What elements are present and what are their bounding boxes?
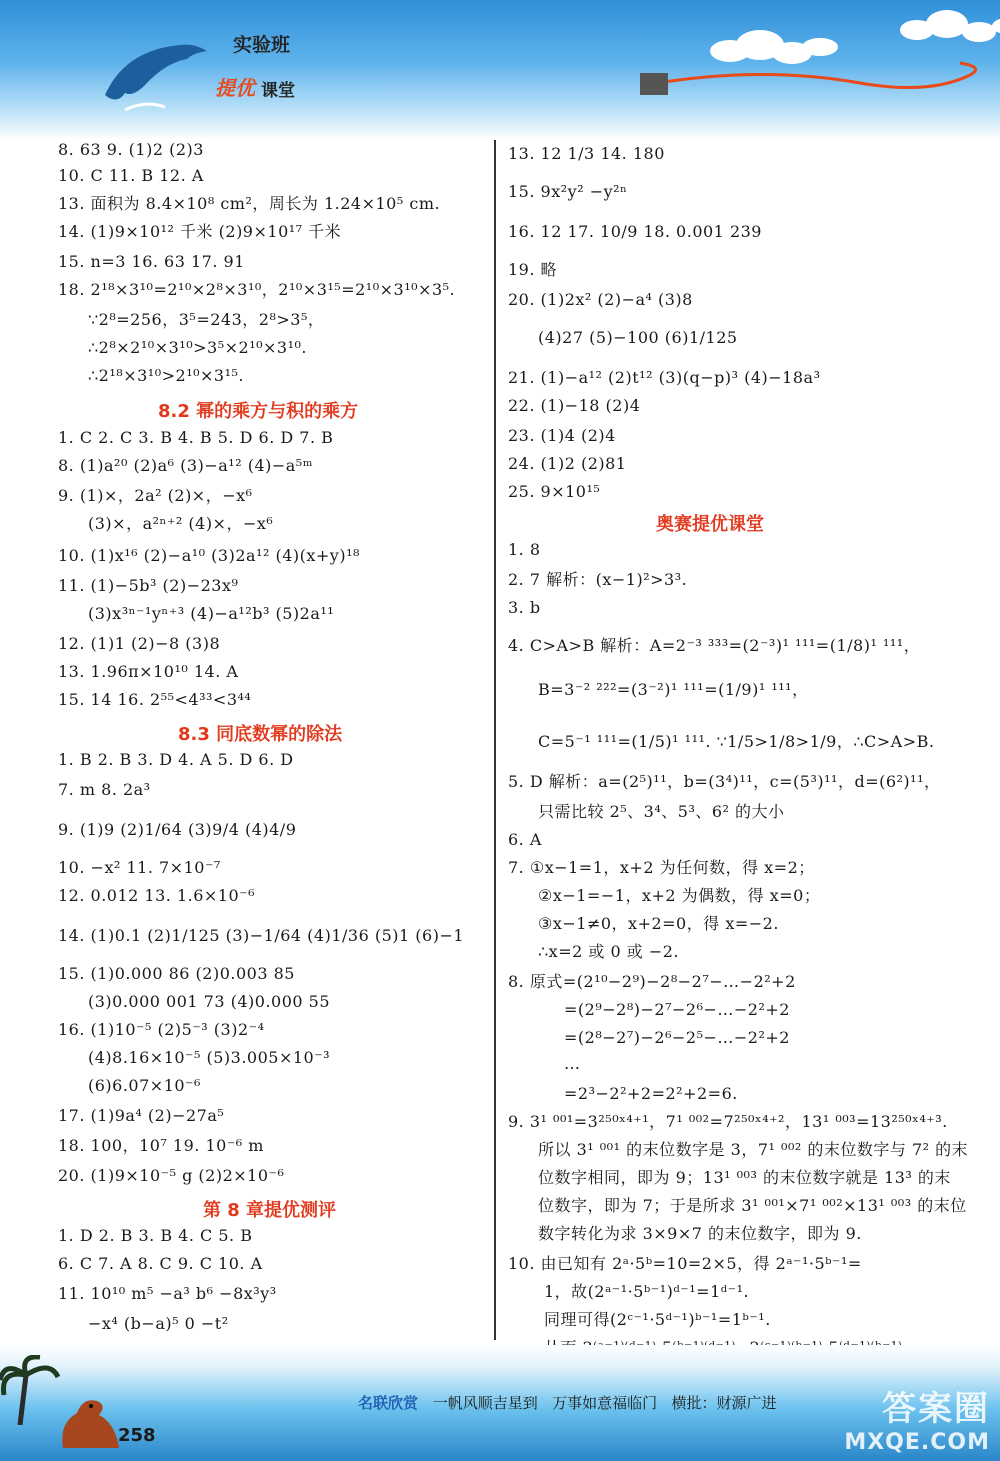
answer-line: (3)0.000 001 73 (4)0.000 55 (88, 992, 331, 1011)
page-number: 258 (118, 1425, 156, 1446)
book-title (215, 30, 335, 100)
answer-line: 14. (1)9×10¹² 千米 (2)9×10¹⁷ 千米 (58, 222, 342, 241)
answer-line: 同理可得(2ᶜ⁻¹·5ᵈ⁻¹)ᵇ⁻¹=1ᵇ⁻¹. (544, 1310, 771, 1329)
watermark-title: 答案圈 (882, 1389, 990, 1429)
answer-line: 16. 12 17. 10/9 18. 0.001 239 (508, 222, 762, 241)
answer-line: 15. 14 16. 2⁵⁵<4³³<3⁴⁴ (58, 690, 252, 709)
couplet-line-3: 横批：财源广进 (671, 1394, 777, 1412)
answer-line: 只需比较 2⁵、3⁴、5³、6² 的大小 (538, 802, 785, 821)
answer-line: =2³−2²+2=2²+2=6. (564, 1084, 738, 1103)
answer-line: 12. (1)1 (2)−8 (3)8 (58, 634, 221, 653)
answer-line: ②x−1=−1，x+2 为偶数，得 x=0； (538, 886, 821, 905)
answer-line: −x⁴ (b−a)⁵ 0 −t² (88, 1314, 229, 1333)
answer-line: 8. (1)a²⁰ (2)a⁶ (3)−a¹² (4)−a⁵ᵐ (58, 456, 314, 475)
couplet-line-1: 一帆风顺吉星到 (432, 1394, 538, 1412)
answer-line: (4)8.16×10⁻⁵ (5)3.005×10⁻³ (88, 1048, 331, 1067)
answer-line: 位数字相同，即为 9；13¹ ⁰⁰³ 的末位数字就是 13³ 的末 (538, 1168, 951, 1187)
answer-line: 9. 3¹ ⁰⁰¹=3²⁵⁰ˣ⁴⁺¹，7¹ ⁰⁰²=7²⁵⁰ˣ⁴⁺²，13¹ ⁰⁰³=13²⁵⁰ˣ⁴⁺³. (508, 1112, 948, 1131)
answer-line: 10. C 11. B 12. A (58, 166, 204, 185)
answer-line: (6)6.07×10⁻⁶ (88, 1076, 201, 1095)
answer-line: 19. 略 (508, 260, 558, 279)
answer-line: 7. ①x−1=1，x+2 为任何数，得 x=2； (508, 858, 815, 877)
section-title: 8.2 幂的乘方与积的乘方 (158, 401, 359, 422)
answer-line: 1. C 2. C 3. B 4. B 5. D 6. D 7. B (58, 428, 334, 447)
answer-line: 5. D 解析：a=(2⁵)¹¹，b=(3⁴)¹¹，c=(5³)¹¹，d=(6²)¹¹， (508, 772, 941, 791)
answer-line: 17. (1)9a⁴ (2)−27a⁵ (58, 1106, 225, 1125)
answer-line: 15. (1)0.000 86 (2)0.003 85 (58, 964, 295, 983)
section-title: 8.3 同底数幂的除法 (178, 724, 343, 745)
answer-line: 22. (1)−18 (2)4 (508, 396, 641, 415)
answer-line: 15. n=3 16. 63 17. 91 (58, 252, 245, 271)
answer-line: ③x−1≠0，x+2=0，得 x=−2. (538, 914, 779, 933)
answer-line: 14. (1)0.1 (2)1/125 (3)−1/64 (4)1/36 (5)1 (6)−1 (58, 926, 465, 945)
answer-line: B=3⁻² ²²²=(3⁻²)¹ ¹¹¹=(1/9)¹ ¹¹¹， (538, 680, 809, 699)
answer-line: 4. C>A>B 解析：A=2⁻³ ³³³=(2⁻³)¹ ¹¹¹=(1/8)¹ ¹¹¹， (508, 636, 921, 655)
answer-line: 20. (1)9×10⁻⁵ g (2)2×10⁻⁶ (58, 1166, 285, 1185)
book-title-top: 实验班 (233, 34, 291, 56)
answer-line: (3)x³ⁿ⁻¹yⁿ⁺³ (4)−a¹²b³ (5)2a¹¹ (88, 604, 335, 623)
answer-line: 24. (1)2 (2)81 (508, 454, 627, 473)
answer-line: 8. 原式=(2¹⁰−2⁹)−2⁸−2⁷−…−2²+2 (508, 972, 796, 991)
answer-line: ∴2¹⁸×3¹⁰>2¹⁰×3¹⁵. (88, 366, 245, 385)
answer-line: 18. 100，10⁷ 19. 10⁻⁶ m (58, 1136, 264, 1155)
sea-lion-icon (55, 1393, 125, 1453)
footer-brand: 名联欣赏 (358, 1394, 419, 1412)
answer-line: 21. (1)−a¹² (2)t¹² (3)(q−p)³ (4)−18a³ (508, 368, 821, 387)
couplet-line-2: 万事如意福临门 (552, 1394, 658, 1412)
right-answer-column (508, 140, 969, 1340)
answer-line: 所以 3¹ ⁰⁰¹ 的末位数字是 3，7¹ ⁰⁰² 的末位数字与 7² 的末 (538, 1140, 969, 1159)
answer-line: ∴2⁸×2¹⁰×3¹⁰>3⁵×2¹⁰×3¹⁰. (88, 338, 308, 357)
answer-line: 10. (1)x¹⁶ (2)−a¹⁰ (3)2a¹² (4)(x+y)¹⁸ (58, 546, 360, 565)
answer-line: 7. m 8. 2a³ (58, 780, 151, 799)
answer-line: 位数字，即为 7；于是所求 3¹ ⁰⁰¹×7¹ ⁰⁰²×13¹ ⁰⁰³ 的末位 (538, 1196, 967, 1215)
footer-couplet (358, 1392, 776, 1413)
answer-line: … (564, 1054, 581, 1073)
answer-line: (4)27 (5)−100 (6)1/125 (538, 328, 738, 347)
answer-line: 11. (1)−5b³ (2)−23x⁹ (58, 576, 239, 595)
answer-line: 10. −x² 11. 7×10⁻⁷ (58, 858, 221, 877)
answer-line: ∵2⁸=256，3⁵=243，2⁸>3⁵， (88, 310, 325, 329)
watermark-url: MXQE.COM (844, 1430, 990, 1455)
footer-banner (0, 1345, 1000, 1461)
answer-line: C=5⁻¹ ¹¹¹=(1/5)¹ ¹¹¹. ∵1/5>1/8>1/9，∴C>A>B. (538, 732, 935, 751)
watermark (844, 1381, 990, 1455)
answer-line: ∴x=2 或 0 或 −2. (538, 942, 679, 961)
book-title-brand: 提优 (215, 76, 255, 100)
answer-line: =(2⁸−2⁷)−2⁶−2⁵−…−2²+2 (564, 1028, 790, 1047)
answer-line: (3)×，a²ⁿ⁺² (4)×，−x⁶ (88, 514, 274, 533)
answer-line: 3. b (508, 598, 541, 617)
header-banner (0, 0, 1000, 140)
answer-line: 13. 12 1/3 14. 180 (508, 144, 665, 163)
dolphin-icon (95, 35, 215, 115)
answer-line: 1. B 2. B 3. D 4. A 5. D 6. D (58, 750, 294, 769)
answer-line: 2. 7 解析：(x−1)²>3³. (508, 570, 688, 589)
left-answer-column (58, 140, 488, 1340)
answer-line: 13. 面积为 8.4×10⁸ cm²，周长为 1.24×10⁵ cm. (58, 194, 441, 213)
answer-line: 15. 9x²y² −y²ⁿ (508, 182, 628, 201)
answer-line: 10. 由已知有 2ᵃ·5ᵇ=10=2×5，得 2ᵃ⁻¹·5ᵇ⁻¹= (508, 1254, 862, 1273)
answer-line: 6. C 7. A 8. C 9. C 10. A (58, 1254, 263, 1273)
section-title: 第 8 章提优测评 (203, 1200, 337, 1221)
answer-line: 8. 63 9. (1)2 (2)3 (58, 140, 204, 159)
kite-string-decoration (640, 55, 990, 115)
answer-line: 11. 10¹⁰ m⁵ −a³ b⁶ −8x³y³ (58, 1284, 277, 1303)
answer-line: 12. 0.012 13. 1.6×10⁻⁶ (58, 886, 256, 905)
answer-line: 16. (1)10⁻⁵ (2)5⁻³ (3)2⁻⁴ (58, 1020, 265, 1039)
answer-line: 20. (1)2x² (2)−a⁴ (3)8 (508, 290, 693, 309)
book-title-bottom: 课堂 (261, 81, 295, 101)
column-divider (494, 140, 496, 1340)
answer-line: 1，故(2ᵃ⁻¹·5ᵇ⁻¹)ᵈ⁻¹=1ᵈ⁻¹. (544, 1282, 750, 1301)
answer-line: 9. (1)9 (2)1/64 (3)9/4 (4)4/9 (58, 820, 297, 839)
answer-line: 9. (1)×，2a² (2)×，−x⁶ (58, 486, 253, 505)
answer-line: 18. 2¹⁸×3¹⁰=2¹⁰×2⁸×3¹⁰，2¹⁰×3¹⁵=2¹⁰×3¹⁰×3⁵. (58, 280, 456, 299)
cloud-decoration (900, 20, 934, 40)
answer-line: 1. D 2. B 3. B 4. C 5. B (58, 1226, 253, 1245)
answer-line: 数字转化为求 3×9×7 的末位数字，即为 9. (538, 1224, 862, 1243)
section-title: 奥赛提优课堂 (656, 514, 764, 535)
answer-line: 13. 1.96π×10¹⁰ 14. A (58, 662, 239, 681)
answer-line: 6. A (508, 830, 542, 849)
answer-line: =(2⁹−2⁸)−2⁷−2⁶−…−2²+2 (564, 1000, 790, 1019)
answer-line: 23. (1)4 (2)4 (508, 426, 616, 445)
answer-line: 25. 9×10¹⁵ (508, 482, 601, 501)
answer-line: 1. 8 (508, 540, 541, 559)
palm-tree-icon (0, 1355, 60, 1425)
